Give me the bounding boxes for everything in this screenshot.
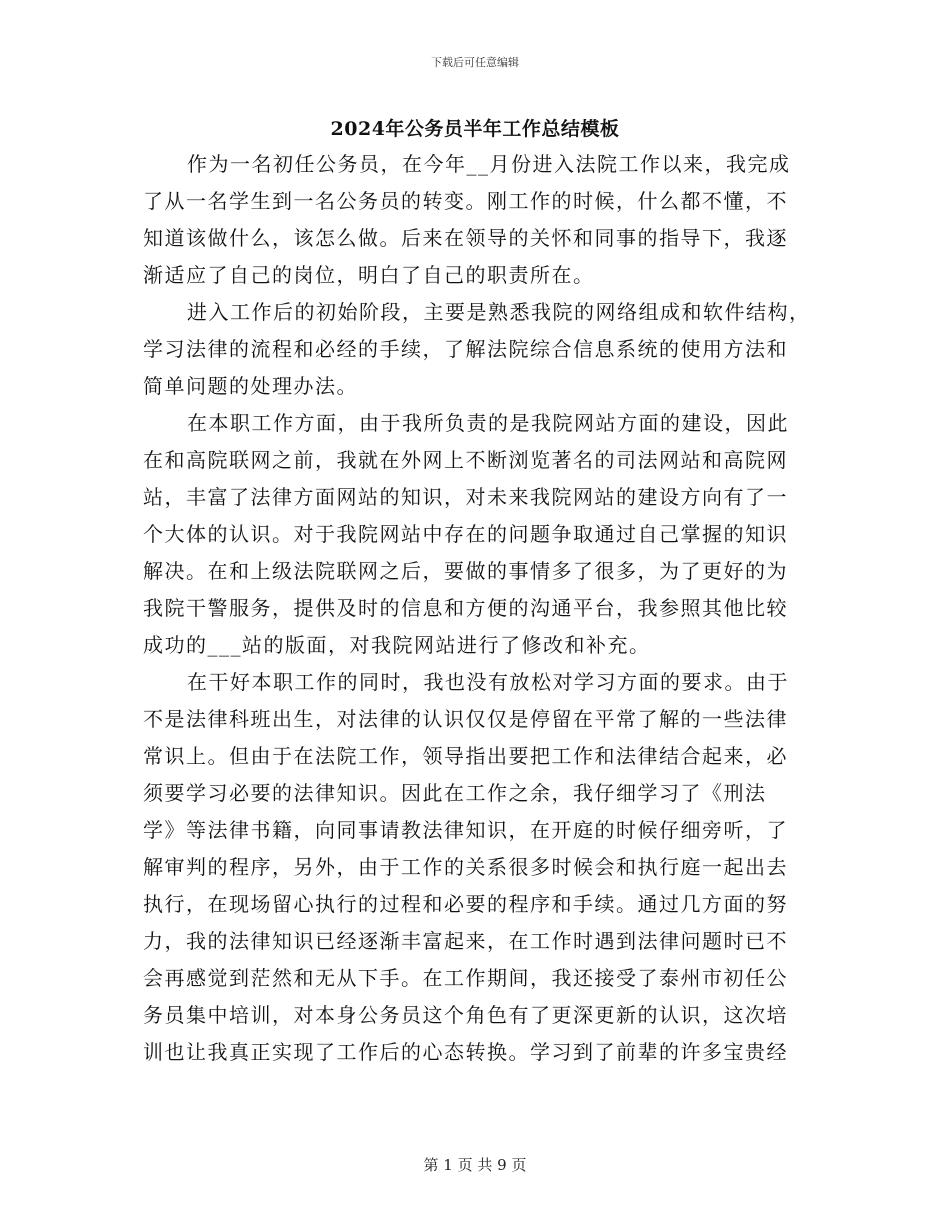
paragraph-line: 解决。在和上级法院联网之后，要做的事情多了很多，为了更好的为 [143, 559, 788, 583]
paragraph-line: 简单问题的处理办法。 [143, 374, 358, 398]
page-header-note: 下载后可任意编辑 [431, 56, 519, 69]
paragraph-line: 进入工作后的初始阶段，主要是熟悉我院的网络组成和软件结构， [187, 300, 811, 324]
paragraph-line: 须要学习必要的法律知识。因此在工作之余，我仔细学习了《刑法 [143, 781, 767, 805]
page-number: 第 1 页 共 9 页 [423, 1156, 527, 1174]
paragraph-line: 成功的___站的版面，对我院网站进行了修改和补充。 [143, 633, 651, 657]
paragraph-line: 解审判的程序，另外，由于工作的关系很多时候会和执行庭一起出去 [143, 855, 788, 879]
document-title: 2024年公务员半年工作总结模板 [330, 118, 620, 140]
paragraph-line: 知道该做什么，该怎么做。后来在领导的关怀和同事的指导下，我逐 [143, 226, 788, 250]
paragraph-line: 了从一名学生到一名公务员的转变。刚工作的时候，什么都不懂，不 [143, 189, 788, 213]
paragraph-line: 渐适应了自己的岗位，明白了自己的职责所在。 [143, 263, 595, 287]
paragraph-line: 学习法律的流程和必经的手续，了解法院综合信息系统的使用方法和 [143, 337, 788, 361]
paragraph-line: 站，丰富了法律方面网站的知识，对未来我院网站的建设方向有了一 [143, 485, 788, 509]
paragraph-line: 常识上。但由于在法院工作，领导指出要把工作和法律结合起来，必 [143, 744, 788, 768]
paragraph-line: 作为一名初任公务员，在今年__月份进入法院工作以来，我完成 [187, 152, 791, 176]
paragraph-line: 我院干警服务，提供及时的信息和方便的沟通平台，我参照其他比较 [143, 596, 788, 620]
document-body [143, 150, 811, 1075]
paragraph-line: 力，我的法律知识已经逐渐丰富起来，在工作时遇到法律问题时已不 [143, 929, 788, 953]
paragraph-line: 不是法律科班出生，对法律的认识仅仅是停留在平常了解的一些法律 [143, 707, 788, 731]
paragraph-line: 训也让我真正实现了工作后的心态转换。学习到了前辈的许多宝贵经 [143, 1040, 788, 1064]
paragraph-line: 个大体的认识。对于我院网站中存在的问题争取通过自己掌握的知识 [143, 522, 788, 546]
paragraph-line: 务员集中培训，对本身公务员这个角色有了更深更新的认识，这次培 [143, 1003, 788, 1027]
paragraph-line: 会再感觉到茫然和无从下手。在工作期间，我还接受了泰州市初任公 [143, 966, 788, 990]
paragraph-line: 在和高院联网之前，我就在外网上不断浏览著名的司法网站和高院网 [143, 448, 788, 472]
paragraph-line: 执行，在现场留心执行的过程和必要的程序和手续。通过几方面的努 [143, 892, 788, 916]
paragraph-line: 在干好本职工作的同时，我也没有放松对学习方面的要求。由于 [187, 670, 789, 694]
paragraph-line: 在本职工作方面，由于我所负责的是我院网站方面的建设，因此 [187, 411, 789, 435]
paragraph-line: 学》等法律书籍，向同事请教法律知识，在开庭的时候仔细旁听，了 [143, 818, 788, 842]
